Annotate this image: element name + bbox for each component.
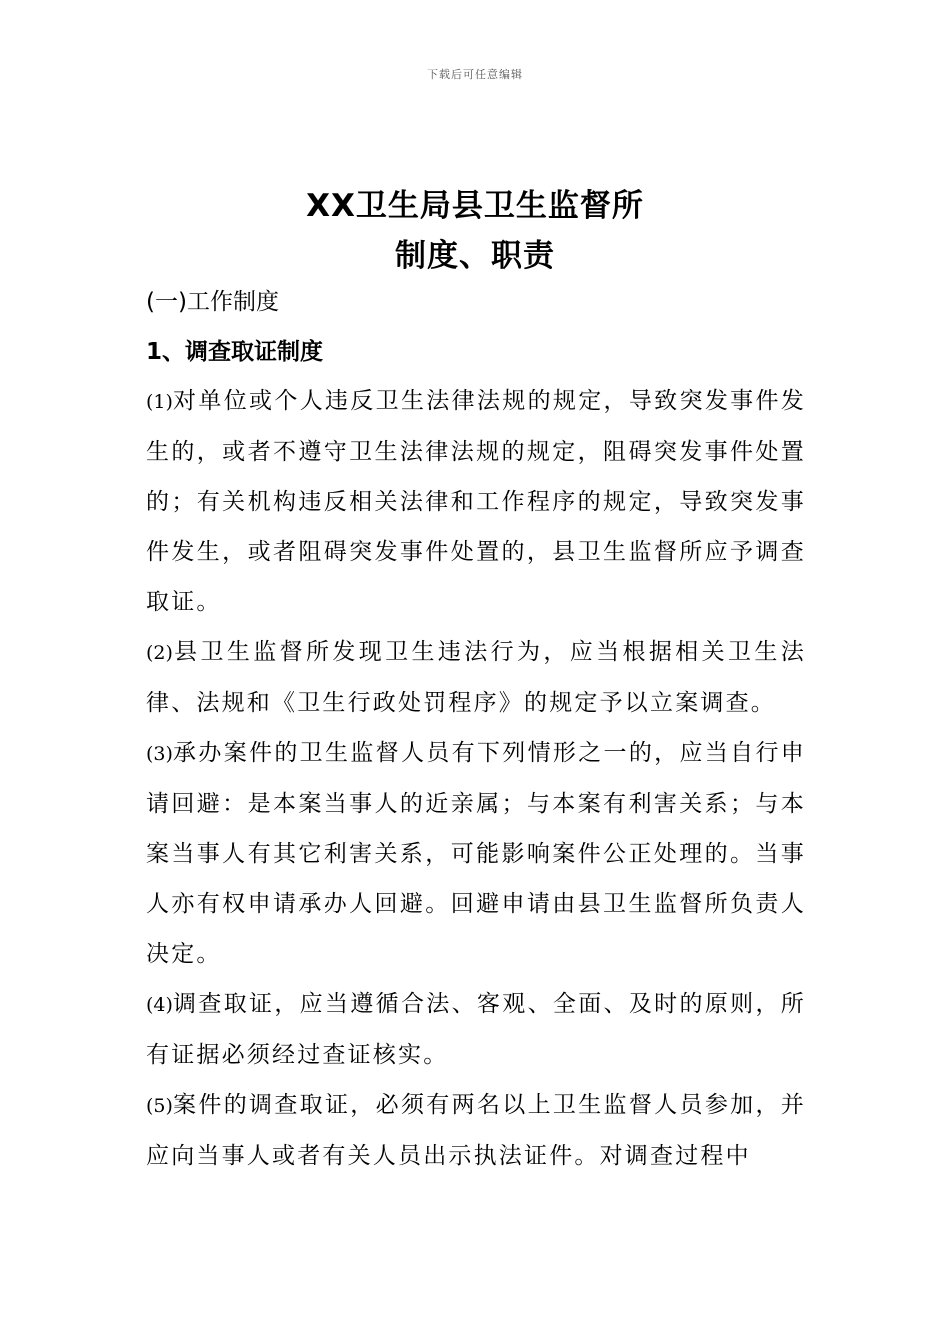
paragraph-number: (4) — [146, 994, 173, 1016]
paragraph-number: (3) — [146, 743, 173, 765]
paragraph-text: 调查取证，应当遵循合法、客观、全面、及时的原则，所有证据必须经过查证核实。 — [146, 991, 806, 1068]
document-title-line1: XX卫生局县卫生监督所 — [306, 188, 644, 224]
paragraph-text: 案件的调查取证，必须有两名以上卫生监督人员参加，并应向当事人或者有关人员出示执法证件。对调查过程中 — [146, 1092, 806, 1169]
paragraph-number: (2) — [146, 642, 173, 664]
paragraph-5 — [146, 1080, 806, 1181]
paragraph-3 — [146, 728, 806, 979]
subsection-heading: 1、调查取证制度 — [146, 339, 324, 365]
document-title-line2: 制度、职责 — [395, 238, 555, 274]
body-text — [146, 376, 806, 1181]
paragraph-text: 承办案件的卫生监督人员有下列情形之一的，应当自行申请回避：是本案当事人的近亲属；与本案有利害关系；与本案当事人有其它利害关系，可能影响案件公正处理的。当事人亦有权申请承办人回避。回避申请由县卫生监督所负责人决定。 — [146, 740, 806, 967]
paragraph-number: (1) — [146, 391, 173, 413]
header-note: 下载后可任意编辑 — [427, 68, 523, 81]
section-heading: (一)工作制度 — [146, 289, 279, 315]
paragraph-number: (5) — [146, 1095, 173, 1117]
paragraph-2 — [146, 627, 806, 728]
paragraph-4 — [146, 979, 806, 1080]
paragraph-1 — [146, 376, 806, 627]
paragraph-text: 县卫生监督所发现卫生违法行为，应当根据相关卫生法律、法规和《卫生行政处罚程序》的规定予以立案调查。 — [146, 639, 806, 716]
paragraph-text: 对单位或个人违反卫生法律法规的规定，导致突发事件发生的，或者不遵守卫生法律法规的规定，阻碍突发事件处置的；有关机构违反相关法律和工作程序的规定，导致突发事件发生，或者阻碍突发事件处置的，县卫生监督所应予调查取证。 — [146, 388, 806, 615]
